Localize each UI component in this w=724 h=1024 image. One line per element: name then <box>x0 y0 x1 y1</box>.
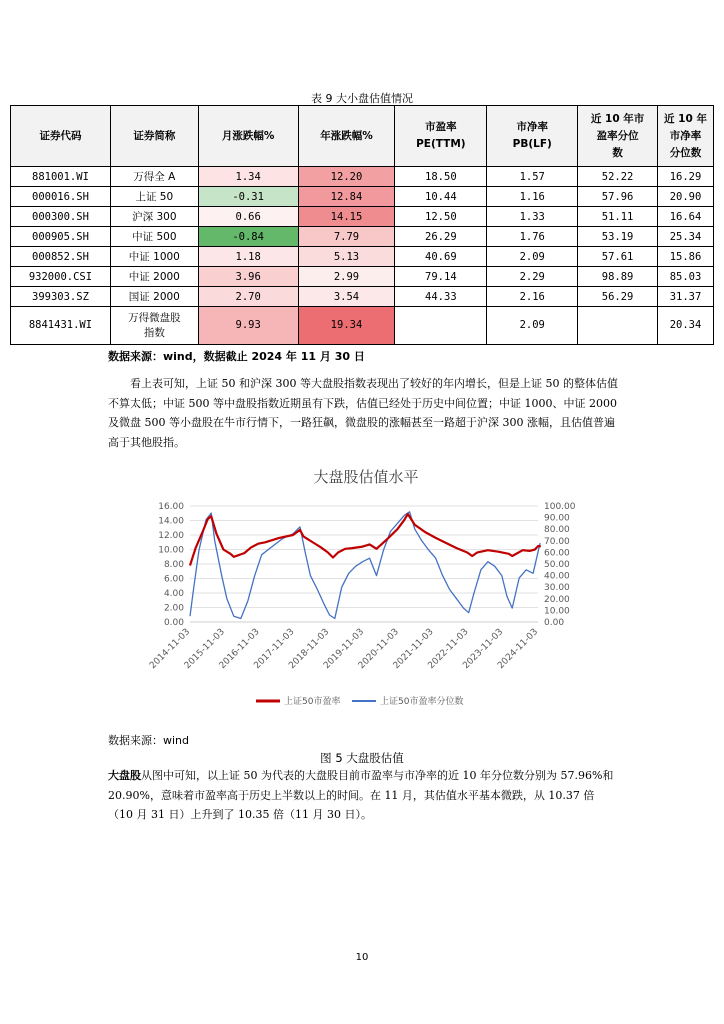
analysis-paragraph: 看上表可知，上证 50 和沪深 300 等大盘股指数表现出了较好的年内增长，但是上证 50 的整体估值不算太低；中证 500 等中盘股指数近期虽有下跌，估值已经处于历史中间位置；中证 1000、中证 2000 及微盘 500 等小盘股在牛市行情下，一路狂飙，微盘股的涨幅甚至一路超于沪深 300 涨幅，且估值普遍高于其他股指。 <box>108 377 618 449</box>
cell-pe: 26.29 <box>395 227 487 247</box>
large-cap-valuation-chart <box>108 455 608 725</box>
cell-pe-percentile: 57.96 <box>578 187 658 207</box>
x-tick-label: 2020-11-03 <box>356 627 401 672</box>
right-tick-label: 80.00 <box>544 525 570 536</box>
left-tick-label: 0.00 <box>163 618 184 628</box>
valuation-table <box>10 105 714 345</box>
right-tick-label: 70.00 <box>544 536 570 547</box>
right-tick-label: 10.00 <box>544 606 570 617</box>
cell-pe: 44.33 <box>395 287 487 307</box>
left-tick-label: 10.00 <box>158 545 184 556</box>
cell-pe: 10.44 <box>395 187 487 207</box>
header-month-change: 月涨跌幅% <box>198 106 298 167</box>
cell-month-change: 1.34 <box>198 167 298 187</box>
right-tick-label: 30.00 <box>544 583 570 594</box>
conclusion-text: 从图中可知，以上证 50 为代表的大盘股目前市盈率与市净率的近 10 年分位数分别为 57.96%和 20.90%，意味着市盈率高于历史上半数以上的时间。在 11 月，其估值水平基本微跌，从 10.37 倍（10 月 31 日）上升到了 10.35 倍（11 月 30 日）。 <box>108 769 614 821</box>
x-tick-label: 2023-11-03 <box>461 627 506 672</box>
cell-pe: 79.14 <box>395 267 487 287</box>
table-row <box>11 227 714 247</box>
left-tick-label: 8.00 <box>163 560 184 570</box>
cell-year-change: 19.34 <box>298 307 395 345</box>
cell-pe-percentile: 53.19 <box>578 227 658 247</box>
cell-pb-percentile: 20.90 <box>658 187 714 207</box>
cell-year-change: 12.84 <box>298 187 395 207</box>
cell-pe: 12.50 <box>395 207 487 227</box>
header-name: 证券简称 <box>110 106 198 167</box>
cell-name: 万得全 A <box>110 167 198 187</box>
x-tick-label: 2022-11-03 <box>426 627 471 672</box>
cell-month-change: -0.84 <box>198 227 298 247</box>
cell-year-change: 12.20 <box>298 167 395 187</box>
cell-month-change: 1.18 <box>198 247 298 267</box>
cell-name: 万得微盘股 指数 <box>110 307 198 345</box>
pe-percentile-series-line <box>190 512 540 619</box>
left-tick-label: 12.00 <box>158 531 184 541</box>
cell-code: 000852.SH <box>11 247 111 267</box>
cell-name: 沪深 300 <box>110 207 198 227</box>
left-tick-label: 14.00 <box>158 516 184 527</box>
right-tick-label: 0.00 <box>544 618 565 628</box>
x-tick-label: 2014-11-03 <box>148 627 193 672</box>
table-caption: 表 9 大小盘估值情况 <box>311 92 413 105</box>
cell-name: 中证 2000 <box>110 267 198 287</box>
cell-code: 000016.SH <box>11 187 111 207</box>
header-pb-percentile: 近 10 年 市净率 分位数 <box>658 106 714 167</box>
header-pe: 市盈率 PE(TTM) <box>395 106 487 167</box>
cell-pe: 18.50 <box>395 167 487 187</box>
x-tick-label: 2016-11-03 <box>217 627 262 672</box>
cell-pb: 1.57 <box>487 167 578 187</box>
table-source-note: 数据来源：wind，数据截止 2024 年 11 月 30 日 <box>108 350 365 363</box>
x-tick-label: 2024-11-03 <box>496 627 541 672</box>
cell-name: 中证 1000 <box>110 247 198 267</box>
cell-pb: 2.29 <box>487 267 578 287</box>
right-tick-label: 20.00 <box>544 594 570 605</box>
page-number: 10 <box>355 952 369 963</box>
conclusion-lead: 大盘股 <box>108 769 141 782</box>
cell-pb: 2.09 <box>487 307 578 345</box>
cell-year-change: 7.79 <box>298 227 395 247</box>
cell-pb-percentile: 16.64 <box>658 207 714 227</box>
x-tick-label: 2018-11-03 <box>287 627 332 672</box>
cell-month-change: 2.70 <box>198 287 298 307</box>
cell-code: 000905.SH <box>11 227 111 247</box>
cell-pb-percentile: 15.86 <box>658 247 714 267</box>
cell-pe-percentile: 51.11 <box>578 207 658 227</box>
pe-series-line <box>190 514 541 566</box>
cell-code: 932000.CSI <box>11 267 111 287</box>
cell-name: 上证 50 <box>110 187 198 207</box>
cell-code: 000300.SH <box>11 207 111 227</box>
left-tick-label: 16.00 <box>158 502 184 512</box>
cell-pe-percentile: 56.29 <box>578 287 658 307</box>
header-year-change: 年涨跌幅% <box>298 106 395 167</box>
left-axis-ticks <box>158 502 184 628</box>
cell-month-change: 0.66 <box>198 207 298 227</box>
chart-series <box>190 512 541 619</box>
x-tick-label: 2019-11-03 <box>322 627 367 672</box>
figure-caption: 图 5 大盘股估值 <box>320 751 404 765</box>
cell-year-change: 5.13 <box>298 247 395 267</box>
left-tick-label: 6.00 <box>163 574 184 585</box>
cell-code: 8841431.WI <box>11 307 111 345</box>
cell-pb: 1.76 <box>487 227 578 247</box>
chart-legend <box>256 695 463 707</box>
cell-code: 881001.WI <box>11 167 111 187</box>
cell-month-change: -0.31 <box>198 187 298 207</box>
header-code: 证券代码 <box>11 106 111 167</box>
table-row <box>11 247 714 267</box>
cell-year-change: 14.15 <box>298 207 395 227</box>
right-tick-label: 60.00 <box>544 548 570 559</box>
right-tick-label: 90.00 <box>544 513 570 524</box>
cell-month-change: 3.96 <box>198 267 298 287</box>
right-tick-label: 100.00 <box>544 502 576 512</box>
header-pe-percentile: 近 10 年市 盈率分位 数 <box>578 106 658 167</box>
legend-percentile-label: 上证50市盈率分位数 <box>380 697 464 707</box>
cell-pb-percentile: 25.34 <box>658 227 714 247</box>
cell-month-change: 9.93 <box>198 307 298 345</box>
legend-pe-label: 上证50市盈率 <box>284 697 341 707</box>
cell-pe-percentile: 52.22 <box>578 167 658 187</box>
table-row <box>11 287 714 307</box>
conclusion-paragraph <box>108 766 618 825</box>
cell-code: 399303.SZ <box>11 287 111 307</box>
cell-pb: 1.16 <box>487 187 578 207</box>
cell-pe <box>395 307 487 345</box>
x-tick-label: 2017-11-03 <box>252 627 297 672</box>
right-tick-label: 40.00 <box>544 571 570 582</box>
chart-source-note: 数据来源：wind <box>108 734 190 747</box>
cell-name: 中证 500 <box>110 227 198 247</box>
cell-name: 国证 2000 <box>110 287 198 307</box>
header-pb: 市净率 PB(LF) <box>487 106 578 167</box>
cell-pe-percentile: 57.61 <box>578 247 658 267</box>
cell-pb: 1.33 <box>487 207 578 227</box>
x-tick-label: 2015-11-03 <box>182 627 227 672</box>
cell-pb: 2.16 <box>487 287 578 307</box>
cell-pe: 40.69 <box>395 247 487 267</box>
table-row <box>11 207 714 227</box>
cell-pb-percentile: 16.29 <box>658 167 714 187</box>
cell-pb-percentile: 20.34 <box>658 307 714 345</box>
cell-year-change: 3.54 <box>298 287 395 307</box>
table-body <box>11 167 714 345</box>
table-header-row <box>11 106 714 167</box>
left-tick-label: 4.00 <box>163 589 184 599</box>
cell-pb-percentile: 31.37 <box>658 287 714 307</box>
right-tick-label: 50.00 <box>544 560 570 570</box>
table-row <box>11 307 714 345</box>
right-axis-ticks <box>544 502 576 628</box>
table-row <box>11 267 714 287</box>
chart-title: 大盘股估值水平 <box>313 468 419 486</box>
cell-pe-percentile <box>578 307 658 345</box>
cell-pb-percentile: 85.03 <box>658 267 714 287</box>
cell-pb: 2.09 <box>487 247 578 267</box>
table-row <box>11 187 714 207</box>
cell-pe-percentile: 98.89 <box>578 267 658 287</box>
left-tick-label: 2.00 <box>163 603 184 614</box>
x-axis-ticks <box>148 627 540 671</box>
table-row <box>11 167 714 187</box>
x-tick-label: 2021-11-03 <box>391 627 436 672</box>
cell-year-change: 2.99 <box>298 267 395 287</box>
